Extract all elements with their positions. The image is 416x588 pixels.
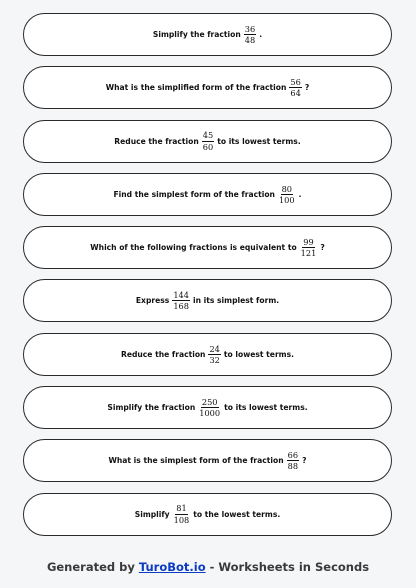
fraction-numerator: 66 [287, 450, 299, 461]
question-text [121, 345, 294, 364]
fraction [278, 185, 296, 204]
question-card-3 [23, 120, 392, 163]
question-prefix: Reduce the fraction [114, 136, 199, 146]
question-card-4 [23, 173, 392, 216]
fraction-denominator: 121 [300, 248, 317, 259]
question-card-1 [23, 13, 392, 56]
fraction-denominator: 88 [287, 461, 299, 472]
fraction-numerator: 81 [176, 503, 187, 514]
question-suffix: to the lowest terms. [193, 509, 281, 519]
question-prefix: Which of the following fractions is equivalent to [90, 243, 297, 253]
question-text [109, 451, 307, 470]
fraction [202, 131, 214, 150]
fraction [172, 291, 190, 310]
fraction-denominator: 32 [209, 354, 220, 365]
fraction-denominator: 100 [278, 194, 295, 205]
footer-prefix: Generated by [46, 560, 135, 574]
fraction [244, 25, 256, 44]
question-suffix: ? [320, 243, 325, 253]
fraction [300, 238, 318, 257]
question-prefix: Simplify the fraction [107, 403, 196, 413]
question-card-2 [23, 66, 392, 109]
question-suffix: ? [302, 456, 307, 466]
fraction [208, 345, 220, 364]
question-text [90, 238, 324, 257]
question-text [113, 185, 301, 204]
question-text [114, 131, 300, 150]
question-card-9 [23, 439, 392, 482]
fraction-numerator: 56 [290, 77, 301, 88]
question-text [135, 504, 280, 523]
fraction-denominator: 108 [173, 514, 190, 525]
question-card-10 [23, 493, 392, 536]
question-suffix: . [259, 30, 263, 39]
worksheet [23, 13, 392, 546]
fraction-denominator: 48 [244, 35, 256, 45]
fraction-numerator: 24 [209, 343, 220, 354]
question-suffix: in its simplest form. [192, 296, 280, 306]
question-card-7 [23, 333, 392, 376]
question-text [106, 78, 310, 97]
question-suffix: to its lowest terms. [217, 136, 301, 146]
question-prefix: Express [135, 296, 170, 306]
fraction-numerator: 80 [281, 183, 292, 194]
fraction [198, 398, 221, 417]
question-text [153, 25, 262, 44]
fraction [289, 78, 301, 97]
question-card-6 [23, 279, 392, 322]
turobot-link[interactable]: TuroBot.io [138, 560, 206, 574]
footer-suffix: - Worksheets in Seconds [209, 560, 370, 574]
fraction [173, 504, 191, 523]
question-prefix: Reduce the fraction [120, 349, 206, 359]
footer [0, 560, 416, 574]
fraction-denominator: 64 [290, 88, 301, 99]
question-suffix: to lowest terms. [223, 349, 295, 359]
question-card-5 [23, 226, 392, 269]
fraction-numerator: 250 [201, 396, 218, 407]
fraction-numerator: 36 [244, 23, 256, 34]
fraction-numerator: 45 [202, 130, 214, 141]
fraction-denominator: 60 [202, 141, 214, 152]
question-suffix: to its lowest terms. [224, 403, 308, 413]
question-prefix: Simplify [134, 509, 170, 519]
question-prefix: Simplify the fraction [152, 30, 241, 39]
question-card-8 [23, 386, 392, 429]
question-text [107, 398, 307, 417]
fraction-numerator: 144 [173, 290, 189, 301]
fraction-denominator: 168 [173, 301, 189, 312]
fraction-denominator: 1000 [199, 408, 221, 419]
question-text [136, 291, 279, 310]
fraction [287, 451, 299, 470]
question-suffix: ? [304, 83, 310, 93]
fraction-numerator: 99 [303, 236, 314, 247]
question-suffix: . [298, 189, 302, 199]
question-prefix: What is the simplified form of the fraction [105, 83, 287, 93]
question-prefix: What is the simplest form of the fraction [108, 456, 284, 466]
question-prefix: Find the simplest form of the fraction [113, 189, 275, 199]
